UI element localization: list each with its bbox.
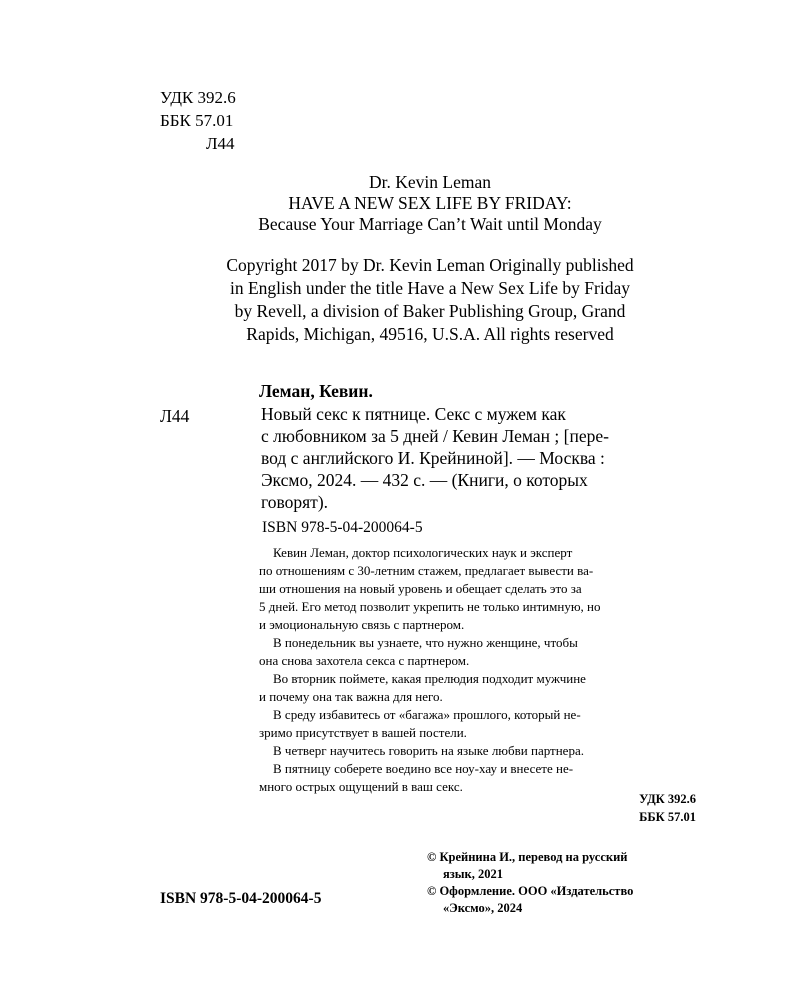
original-title-block xyxy=(150,172,710,235)
bibliographic-author: Леман, Кевин. xyxy=(259,381,373,401)
udk-code: УДК 392.6 xyxy=(160,88,236,107)
classification-block xyxy=(160,86,236,155)
annotation-line: Кевин Леман, доктор психологических наук и эксперт xyxy=(273,545,573,560)
english-copyright xyxy=(150,254,710,346)
annotation-line: Во вторник поймете, какая прелюдия подходит мужчине xyxy=(273,671,586,686)
annotation-line: В пятницу соберете воедино все ноу-хау и внесете не- xyxy=(273,761,574,776)
translation-copyright: © Крейнина И., перевод на русский xyxy=(427,850,628,864)
copyright-line: in English under the title Have a New Sex Life by Friday xyxy=(230,278,630,298)
bibliographic-sign: Л44 xyxy=(160,406,190,426)
biblio-line: с любовником за 5 дней / Кевин Леман ; [пере- xyxy=(261,426,609,446)
biblio-line: вод с английского И. Крейниной]. — Москва : xyxy=(261,448,605,468)
annotation-line: много острых ощущений в ваш секс. xyxy=(259,779,463,794)
biblio-line: говорят). xyxy=(261,492,329,512)
small-udk: УДК 392.6 xyxy=(639,792,696,806)
isbn-in-record: ISBN 978-5-04-200064-5 xyxy=(262,519,423,536)
annotation-line: ши отношения на новый уровень и обещает сделать это за xyxy=(259,581,582,596)
annotation-line: она снова захотела секса с партнером. xyxy=(259,653,470,668)
small-classification xyxy=(639,790,696,826)
annotation-line: В четверг научитесь говорить на языке любви партнера. xyxy=(273,743,584,758)
design-copyright-cont: «Эксмо», 2024 xyxy=(443,901,523,915)
design-copyright: © Оформление. ООО «Издательство xyxy=(427,884,634,898)
biblio-line: Новый секс к пятнице. Секс с мужем как xyxy=(261,404,566,424)
annotation-line: по отношениям с 30-летним стажем, предлагает вывести ва- xyxy=(259,563,594,578)
translation-copyright-cont: язык, 2021 xyxy=(443,867,503,881)
copyright-line: by Revell, a division of Baker Publishing Group, Grand xyxy=(234,301,626,321)
author-sign: Л44 xyxy=(206,134,235,153)
small-bbk: ББК 57.01 xyxy=(639,810,696,824)
bibliographic-description xyxy=(259,403,699,513)
biblio-line: Эксмо, 2024. — 432 с. — (Книги, о которых xyxy=(261,470,588,490)
original-subtitle: Because Your Marriage Can’t Wait until Monday xyxy=(258,214,602,234)
bbk-code: ББК 57.01 xyxy=(160,111,234,130)
annotation xyxy=(259,544,699,796)
original-author: Dr. Kevin Leman xyxy=(369,172,491,192)
annotation-line: В понедельник вы узнаете, что нужно женщине, чтобы xyxy=(273,635,578,650)
russian-copyrights xyxy=(427,849,702,917)
annotation-line: и почему она так важна для него. xyxy=(259,689,443,704)
copyright-line: Copyright 2017 by Dr. Kevin Leman Originally published xyxy=(226,255,634,275)
original-title: HAVE A NEW SEX LIFE BY FRIDAY: xyxy=(288,193,572,213)
annotation-line: 5 дней. Его метод позволит укрепить не только интимную, но xyxy=(259,599,601,614)
bottom-isbn: ISBN 978-5-04-200064-5 xyxy=(160,890,322,907)
annotation-line: зримо присутствует в вашей постели. xyxy=(259,725,467,740)
copyright-line: Rapids, Michigan, 49516, U.S.A. All rights reserved xyxy=(246,324,614,344)
annotation-line: и эмоциональную связь с партнером. xyxy=(259,617,465,632)
annotation-line: В среду избавитесь от «багажа» прошлого, который не- xyxy=(273,707,581,722)
